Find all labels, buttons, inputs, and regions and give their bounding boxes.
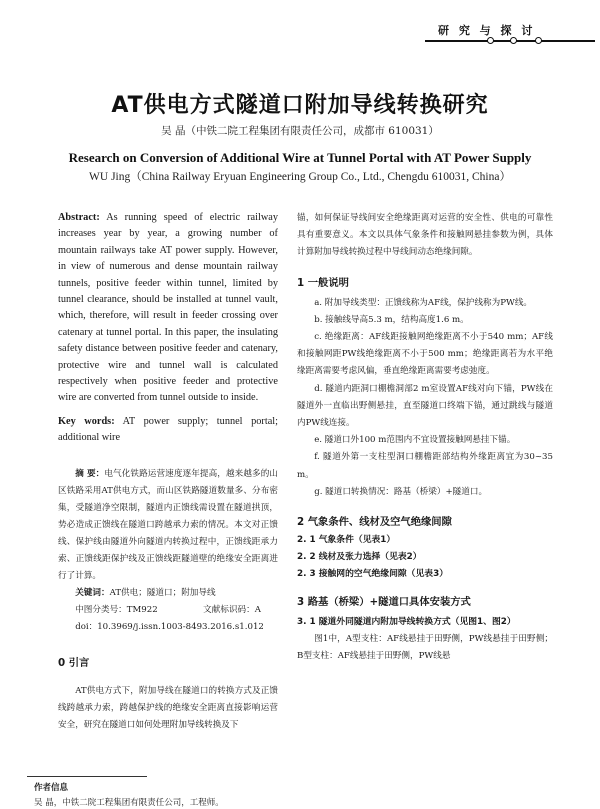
title-cn: AT供电方式隧道口附加导线转换研究: [111, 93, 489, 118]
section3-sub-1: 3. 1 隧道外同隧道内附加导线转换方式（见图1、图2）: [297, 617, 516, 628]
section2-sub-1: 2. 1 气象条件（见表1）: [297, 535, 396, 546]
section1-item-e: e. 隧道口外100 m范围内不宜设置接触网悬挂下锚。: [314, 435, 516, 446]
section2-sub-3: 2. 3 接触网的空气绝缘间隙（见表3）: [297, 569, 448, 580]
section1-heading: 1 一般说明: [297, 276, 349, 289]
keywords-cn: [58, 585, 278, 602]
abstract-cn-label: 摘 要：: [75, 468, 105, 479]
section1-item-f: f. 隧道外第一支柱型洞口棚檐距部结构外缘距离宜为30~35 m。: [297, 452, 553, 480]
clc-value: TM922: [126, 604, 158, 615]
keywords-en-label: Key words:: [58, 415, 115, 427]
section1-item-d: d. 隧道内距洞口棚檐洞部2 m室设置AF线对向下锚，PW线在隧道外一直临出野侧悬挂，直至隧道口终端下锚，通过跳线与隧道内PW线连接。: [297, 383, 553, 429]
doi-label: doi：: [75, 621, 98, 632]
keywords-cn-text: AT供电；隧道口；附加导线: [109, 587, 216, 598]
left-column: [58, 210, 278, 734]
section2-heading: 2 气象条件、线材及空气绝缘间隙: [297, 516, 452, 529]
keywords-en: [58, 414, 278, 447]
intro-heading: 0 引言: [58, 656, 90, 669]
header-dot-icon: [487, 37, 494, 44]
doi-value: 10.3969/j.issn.1003-8493.2016.s1.012: [97, 621, 264, 632]
keywords-cn-label: 关键词：: [75, 587, 110, 598]
section3-heading: 3 路基（桥梁）+隧道口具体安装方式: [297, 596, 471, 609]
footer-rule: [27, 776, 147, 777]
abstract-en: [58, 210, 278, 407]
doi-line: [58, 619, 278, 636]
header-dot-icon: [510, 37, 517, 44]
section1-item-a: a. 附加导线类型：正馈线称为AF线，保护线称为PW线。: [314, 297, 533, 308]
abstract-cn-text: 电气化铁路运营速度逐年提高，越来越多的山区铁路采用AT供电方式，而山区铁路隧道数量多、分布密集，受隧道净空限制，隧道内正馈线需设置在隧道拱顶，势必造成正馈线在隧道口跨越承力索的情况。本文对正馈线、保护线由隧道外向隧道内转换过程中，正馈线距承力索、正馈线距保护线及正馈线距隧道壁的绝缘安全距离进行了计算。: [58, 468, 278, 581]
section1-item-g: g. 隧道口转换情况：路基（桥梁）+隧道口。: [314, 486, 488, 497]
right-column: [297, 210, 553, 665]
abstract-en-label: Abstract:: [58, 212, 100, 223]
doc-code-label: 文献标识码：: [203, 604, 255, 615]
header-dot-icon: [535, 37, 542, 44]
author-info-title: 作者信息: [34, 783, 69, 793]
classification-line: [58, 602, 278, 619]
clc-label: 中图分类号：: [75, 604, 127, 615]
author-info-text: 吴 晶，中铁二院工程集团有限责任公司，工程师。: [34, 798, 224, 808]
keywords-en-text: AT power supply; tunnel portal; additional wire: [58, 415, 278, 444]
title-en: Research on Conversion of Additional Wire at Tunnel Portal with AT Power Supply: [68, 150, 532, 165]
section3-text: 图1中，A型支柱：AF线悬挂于田野侧，PW线悬挂于田野侧；B型支柱：AF线悬挂于田野侧，PW线悬: [297, 634, 553, 662]
abstract-cn: [58, 466, 278, 585]
section2-sub-2: 2. 2 线材及张力选择（见表2）: [297, 552, 422, 563]
intro-continued: 锚，如何保证导线间安全绝缘距离对运营的安全性、供电的可靠性具有重要意义。本文以具体气象条件和接触网悬挂参数为例，具体计算附加导线转换过程中导线间动态绝缘间隙。: [297, 213, 553, 258]
section-label: 研 究 与 探 讨: [438, 24, 536, 37]
doc-code-value: A: [254, 604, 261, 615]
section1-item-c: c. 绝缘距离：AF线距接触网绝缘距离不小于540 mm；AF线和接触网距PW线绝缘距离不小于500 mm；绝缘距离若为水平绝缘距离需要考虑风偏，垂直绝缘距离需要考虑弛度。: [297, 332, 553, 377]
abstract-en-text: As running speed of electric railway increases year by year, a growing number of mountain railways take AT power supply. However, in view of numerous and dense mountain railway tunnels, positive feeder within tunnel, limited by tunnel clearance, should be installed at tunnel vault, which, therefore, will result in feeder crossing over catenary at tunnel portal. In this paper, the insulating safety distance between positive feeder and catenary, protective wire and tunnel wall is calculated respectively when positive feeder and protective wire are converted from tunnel outside to inside.: [58, 212, 278, 404]
author-en: WU Jing（China Railway Eryuan Engineering Group Co., Ltd., Chengdu 610031, China）: [89, 171, 511, 183]
intro-text: AT供电方式下，附加导线在隧道口的转换方式及正馈线跨越承力索，跨越保护线的绝缘安全距离直接影响运营安全，研究在隧道口如何处理附加导线转换及下: [58, 685, 278, 731]
section1-item-b: b. 接触线导高5.3 m，结构高度1.6 m。: [314, 314, 469, 325]
author-cn: 吴 晶（中铁二院工程集团有限责任公司，成都市 610031）: [161, 125, 439, 137]
